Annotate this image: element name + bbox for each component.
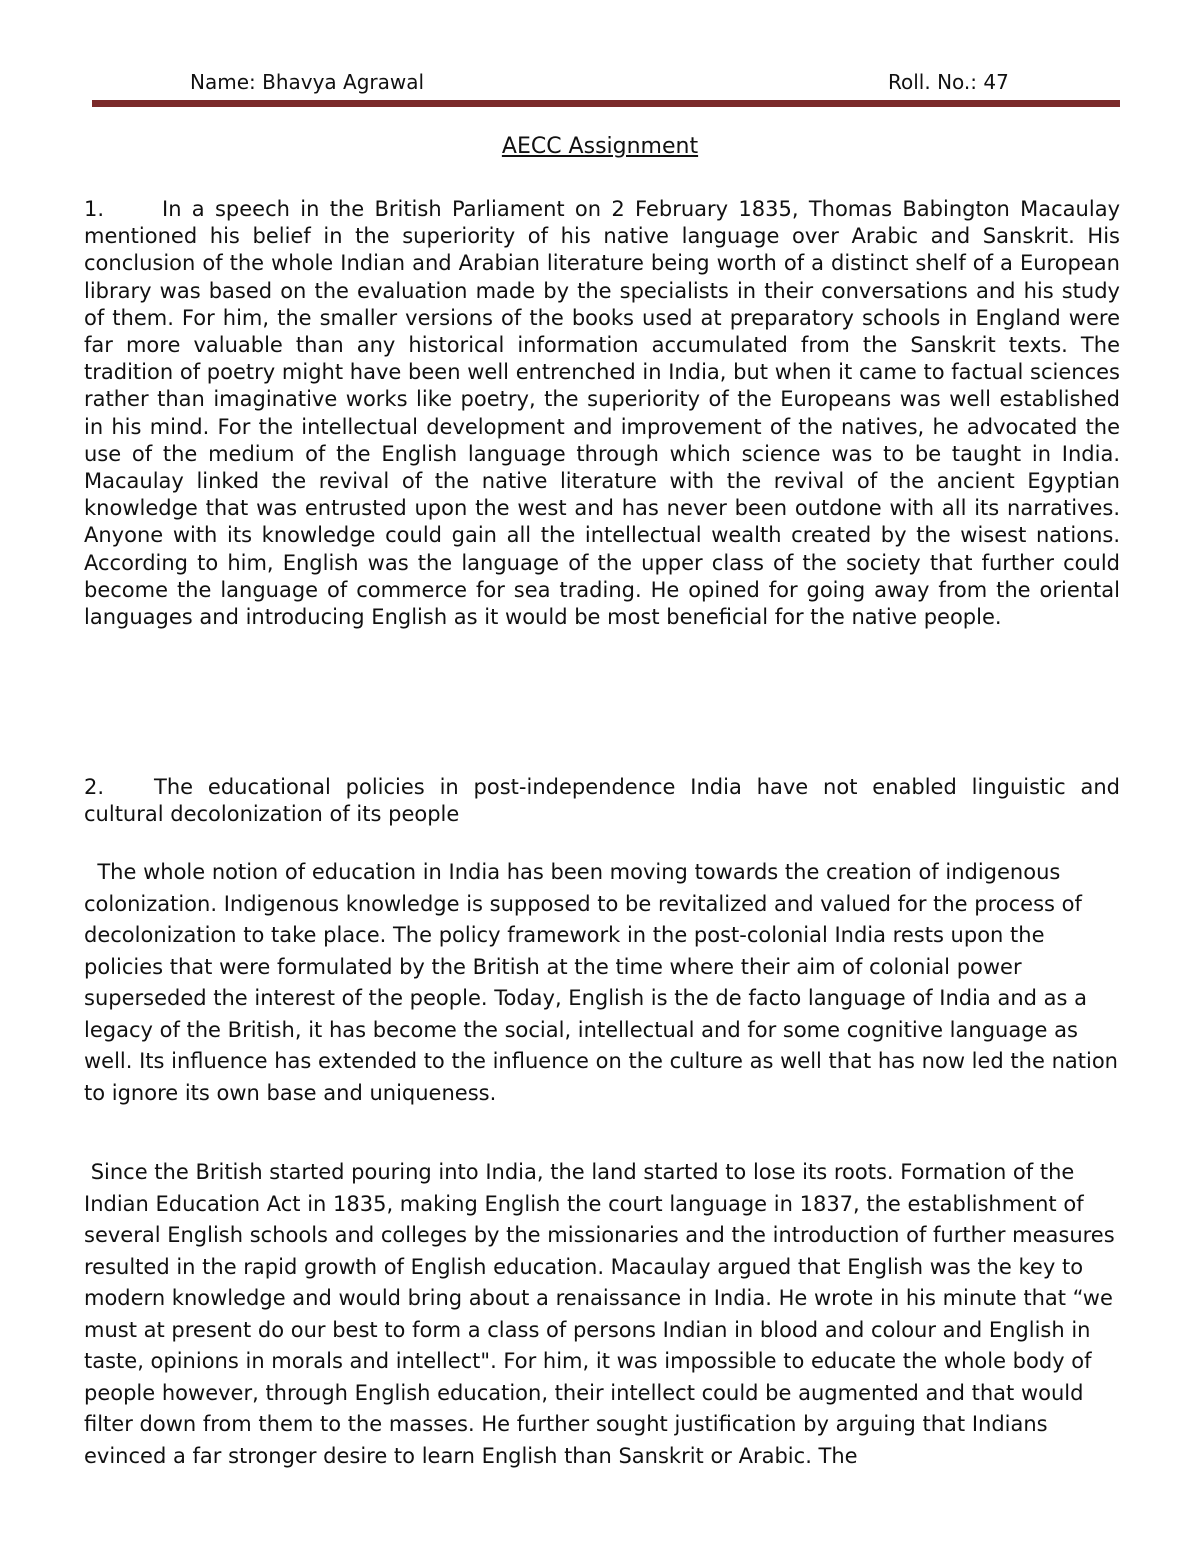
question-1-number: 1.: [84, 197, 105, 221]
question-1: [84, 196, 1120, 631]
header-divider: [92, 100, 1120, 107]
answer-paragraph-1: [84, 857, 1120, 1109]
roll-number: Roll. No.: 47: [888, 70, 1009, 94]
answer-paragraph-1-text: The whole notion of education in India has been moving towards the creation of indigenous colonization. Indigenous knowledge is supposed to be revitalized and valued for the process of decolonization to take place. The policy framework in the post-colonial India rests upon the policies that were formulated by the British at the time where their aim of colonial power superseded the interest of the people. Today, English is the de facto language of India and as a legacy of the British, it has become the social, intellectual and for some cognitive language as well. Its influence has extended to the influence on the culture as well that has now led the nation to ignore its own base and uniqueness.: [84, 860, 1118, 1105]
answer-paragraph-2-text: Since the British started pouring into India, the land started to lose its roots. Formation of the Indian Education Act in 1835, making English the court language in 1837, the establishment of several English schools and colleges by the missionaries and the introduction of further measures resulted in the rapid growth of English education. Macaulay argued that English was the key to modern knowledge and would bring about a renaissance in India. He wrote in his minute that “we must at present do our best to form a class of persons Indian in blood and colour and English in taste, opinions in morals and intellect". For him, it was impossible to educate the whole body of people however, through English education, their intellect could be augmented and that would filter down from them to the masses. He further sought justification by arguing that Indians evinced a far stronger desire to learn English than Sanskrit or Arabic. The: [84, 1160, 1115, 1468]
page-header: [0, 70, 1200, 100]
question-2-text: The educational policies in post-independence India have not enabled linguistic and cultural decolonization of its people: [84, 775, 1120, 826]
question-1-text: In a speech in the British Parliament on 2 February 1835, Thomas Babington Macaulay mentioned his belief in the superiority of his native language over Arabic and Sanskrit. His conclusion of the whole Indian and Arabian literature being worth of a distinct shelf of a European library was based on the evaluation made by the specialists in their conversations and his study of them. For him, the smaller versions of the books used at preparatory schools in England were far more valuable than any historical information accumulated from the Sanskrit texts. The tradition of poetry might have been well entrenched in India, but when it came to factual sciences rather than imaginative works like poetry, the superiority of the Europeans was well established in his mind. For the intellectual development and improvement of the natives, he advocated the use of the medium of the English language through which science was to be taught in India. Macaulay linked the revival of the native literature with the revival of the ancient Egyptian knowledge that was entrusted upon the west and has never been outdone with all its narratives. Anyone with its knowledge could gain all the intellectual wealth created by the wisest nations. According to him, English was the language of the upper class of the society that further could become the language of commerce for sea trading. He opined for going away from the oriental languages and introducing English as it would be most beneficial for the native people.: [84, 197, 1120, 630]
answer-paragraph-2: [84, 1157, 1120, 1472]
document-title: [0, 134, 1200, 159]
question-2: [84, 774, 1120, 828]
document-title-text: AECC Assignment: [501, 134, 699, 159]
question-2-number: 2.: [84, 775, 105, 799]
student-name: Name: Bhavya Agrawal: [190, 70, 425, 94]
